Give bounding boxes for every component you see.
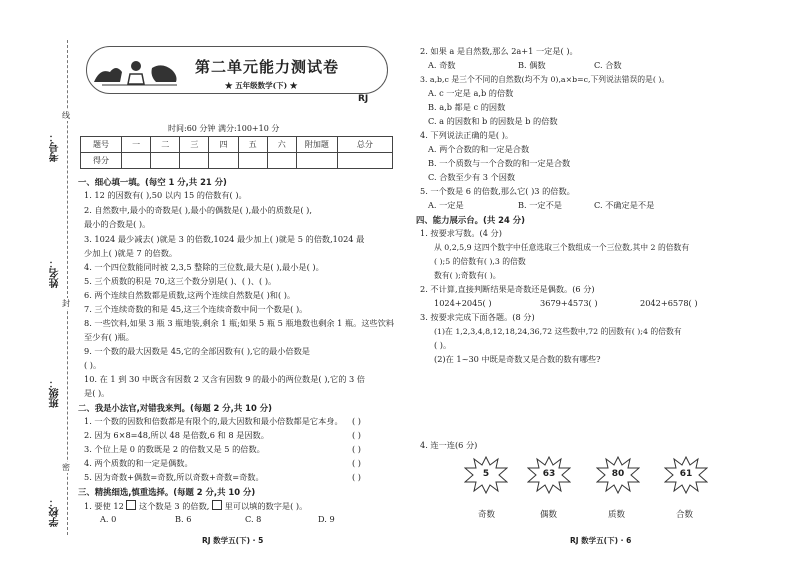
option[interactable]: C. 不确定是不是 <box>594 200 655 210</box>
score-input-cell[interactable] <box>209 153 238 169</box>
category-label[interactable]: 偶数 <box>540 510 558 520</box>
footer-page-5: RJ 数学五(下) · 5 <box>202 536 264 545</box>
score-cell: 一 <box>122 137 151 153</box>
option[interactable]: C. 合数至少有 3 个因数 <box>428 172 516 182</box>
parity-item: 2042+6578( ) <box>640 298 698 308</box>
question-title: 4. 连一连(6 分) <box>420 440 478 450</box>
question-line: 是( )。 <box>84 388 110 398</box>
score-header-row <box>81 137 393 153</box>
answer-blank[interactable]: ( ) <box>352 416 361 426</box>
time-score-info: 时间:60 分钟 满分:100+10 分 <box>168 124 280 133</box>
score-input-cell[interactable] <box>267 153 296 169</box>
cut-mark-secret: 密 <box>62 463 70 472</box>
exam-number-label: 考号： <box>50 132 61 162</box>
question-title: 1. 按要求写数。(4 分) <box>420 228 502 238</box>
section3-heading: 三、精挑细选,慎重选择。(每题 2 分,共 10 分) <box>78 487 256 497</box>
section2-heading: 二、我是小法官,对错我来判。(每题 2 分,共 10 分) <box>78 403 272 413</box>
school-label: 学校： <box>50 497 61 527</box>
cartoon-decoration-icon <box>92 58 182 88</box>
score-cell: 三 <box>180 137 209 153</box>
question-line: 7. 三个连续奇数的和是 45,这三个连续奇数中间一个数是( )。 <box>84 304 308 314</box>
option[interactable]: C. a 的因数和 b 的因数是 b 的倍数 <box>428 116 558 126</box>
blank-box-icon <box>212 500 222 510</box>
judge-item: 5. 因为奇数+偶数=奇数,所以奇数+奇数=奇数。 <box>84 472 264 482</box>
category-label[interactable]: 奇数 <box>478 510 496 520</box>
option[interactable]: D. 9 <box>318 514 335 524</box>
answer-blank[interactable]: ( ) <box>352 458 361 468</box>
score-cell: 五 <box>238 137 267 153</box>
judge-item: 1. 一个数的因数和倍数都是有限个的,最大因数和最小倍数都是它本身。 <box>84 416 343 426</box>
question-line: ( );5 的倍数有( ),3 的倍数 <box>434 257 526 266</box>
category-label[interactable]: 合数 <box>676 510 694 520</box>
judge-item: 2. 因为 6×8=48,所以 48 是倍数,6 和 8 是因数。 <box>84 430 269 440</box>
question-title: 3. 按要求完成下面各题。(8 分) <box>420 312 535 322</box>
option[interactable]: A. 一定是 <box>428 200 464 210</box>
question-line: (1)在 1,2,3,4,8,12,18,24,36,72 这些数中,72 的因数有( );4 的倍数有 <box>434 327 682 336</box>
score-table <box>80 136 393 169</box>
score-cell: 附加题 <box>296 137 337 153</box>
judge-item: 4. 两个质数的和一定是偶数。 <box>84 458 193 468</box>
question-line: 少加上( )就是 7 的倍数。 <box>84 248 178 258</box>
option[interactable]: C. 合数 <box>594 60 622 70</box>
cut-mark-line: 线 <box>62 111 70 120</box>
question-line: ( )。 <box>434 340 452 350</box>
option[interactable]: A. 0 <box>100 514 117 524</box>
blank-box-icon <box>126 500 136 510</box>
footer-page-6: RJ 数学五(下) · 6 <box>570 536 632 545</box>
option[interactable]: A. 奇数 <box>428 60 456 70</box>
option[interactable]: C. 8 <box>245 514 262 524</box>
score-cell: 题号 <box>81 137 122 153</box>
score-input-cell[interactable] <box>151 153 180 169</box>
question-line: 10. 在 1 到 30 中既含有因数 2 又含有因数 9 的最小的两位数是( ),它的 3 倍 <box>84 374 365 384</box>
question-line: 8. 一些饮料,如果 3 瓶 3 瓶地装,剩余 1 瓶;如果 5 瓶 5 瓶地数也剩余 1 瓶。这些饮料 <box>84 318 395 328</box>
question-title: 2. 不计算,直接判断结果是奇数还是偶数。(6 分) <box>420 284 595 294</box>
parity-item: 1024+2045( ) <box>434 298 492 308</box>
answer-blank[interactable]: ( ) <box>352 472 361 482</box>
question-line: 4. 下列说法正确的是( )。 <box>420 130 514 140</box>
score-input-cell[interactable] <box>238 153 267 169</box>
question-line: 1. 12 的因数有( ),50 以内 15 的倍数有( )。 <box>84 190 247 200</box>
score-cell: 总分 <box>337 137 392 153</box>
name-label: 姓名： <box>50 258 61 288</box>
page-title: 第二单元能力测试卷 <box>195 58 340 76</box>
question-line: (2)在 1~30 中既是奇数又是合数的数有哪些? <box>434 354 601 364</box>
star-number: 80 <box>611 469 625 479</box>
answer-blank[interactable]: ( ) <box>352 430 361 440</box>
question-line: 4. 一个四位数能同时被 2,3,5 整除的三位数,最大是( ),最小是( )。 <box>84 262 324 272</box>
section1-heading: 一、细心填一填。(每空 1 分,共 21 分) <box>78 177 227 187</box>
option[interactable]: B. a,b 都是 c 的因数 <box>428 102 506 112</box>
option[interactable]: A. 两个合数的和一定是合数 <box>428 144 530 154</box>
question-line <box>84 500 307 512</box>
score-cell: 四 <box>209 137 238 153</box>
option[interactable]: B. 6 <box>175 514 192 524</box>
question-line: 2. 自然数中,最小的奇数是( ),最小的偶数是( ),最小的质数是( ), <box>84 205 312 215</box>
section4-heading: 四、能力展示台。(共 24 分) <box>416 215 525 225</box>
question-line: 2. 如果 a 是自然数,那么 2a+1 一定是( )。 <box>420 46 578 56</box>
score-input-cell[interactable] <box>122 153 151 169</box>
score-cell: 六 <box>267 137 296 153</box>
question-line: 至少有( )瓶。 <box>84 332 134 342</box>
cut-mark-seal: 封 <box>62 299 70 308</box>
judge-item: 3. 个位上是 0 的数既是 2 的倍数又是 5 的倍数。 <box>84 444 265 454</box>
score-input-cell[interactable] <box>337 153 392 169</box>
score-cell: 得分 <box>81 153 122 169</box>
star-card[interactable] <box>596 456 640 494</box>
q1-text-a: 1. 要使 12 <box>84 501 124 511</box>
category-label[interactable]: 质数 <box>608 510 626 520</box>
question-line: 3. a,b,c 是三个不同的自然数(均不为 0),a×b=c,下列说法错误的是( )。 <box>420 75 670 84</box>
star-number: 63 <box>542 469 556 479</box>
score-value-row <box>81 153 393 169</box>
option[interactable]: B. 一个质数与一个合数的和一定是合数 <box>428 158 571 168</box>
edition-badge: RJ <box>358 94 369 104</box>
q1-text-b: 这个数是 3 的倍数, <box>139 501 210 511</box>
question-line: 5. 三个质数的积是 70,这三个数分别是( )、( )、( )。 <box>84 276 277 286</box>
answer-blank[interactable]: ( ) <box>352 444 361 454</box>
class-label: 班级： <box>50 378 61 408</box>
page-subtitle: ★ 五年级数学(下) ★ <box>225 81 298 90</box>
question-line: 数有( );奇数有( )。 <box>434 271 501 280</box>
star-card[interactable] <box>464 456 508 494</box>
question-line: 5. 一个数是 6 的倍数,那么它( )3 的倍数。 <box>420 186 575 196</box>
score-cell: 二 <box>151 137 180 153</box>
star-number: 61 <box>679 469 693 479</box>
star-card[interactable] <box>664 456 708 494</box>
question-line: ( )。 <box>84 360 102 370</box>
question-line: 6. 两个连续自然数都是质数,这两个连续自然数是( )和( )。 <box>84 290 296 300</box>
parity-item: 3679+4573( ) <box>540 298 598 308</box>
option[interactable]: A. c 一定是 a,b 的倍数 <box>428 88 514 98</box>
star-card[interactable] <box>527 456 571 494</box>
question-line: 9. 一个数的最大因数是 45,它的全部因数有( ),它的最小倍数是 <box>84 346 310 356</box>
question-line: 3. 1024 最少减去( )就是 3 的倍数,1024 最少加上( )就是 5 的倍数,1024 最 <box>84 234 365 244</box>
q1-text-c: 里可以填的数字是( )。 <box>224 501 308 511</box>
question-line: 从 0,2,5,9 这四个数字中任意选取三个数组成一个三位数,其中 2 的倍数有 <box>434 243 690 252</box>
option[interactable]: B. 一定不是 <box>518 200 562 210</box>
option[interactable]: B. 偶数 <box>518 60 546 70</box>
star-number: 5 <box>482 469 490 479</box>
score-input-cell[interactable] <box>296 153 337 169</box>
score-input-cell[interactable] <box>180 153 209 169</box>
question-line: 最小的合数是( )。 <box>84 219 151 229</box>
